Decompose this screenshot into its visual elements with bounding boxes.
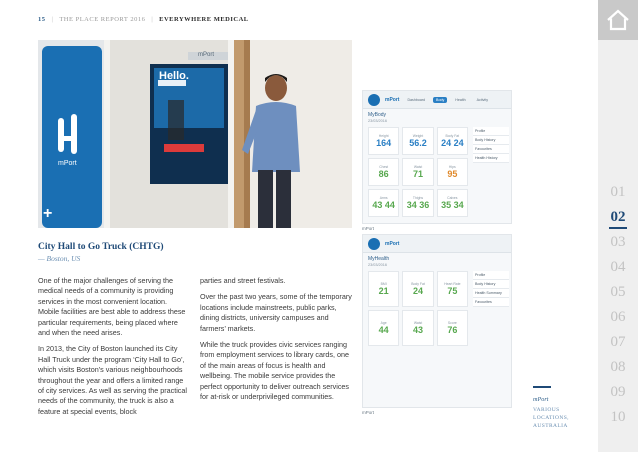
app-top-bar [363, 91, 511, 109]
metric-value: 95 [447, 169, 458, 179]
kiosk-brand-side: mPort [58, 160, 77, 167]
metric-card [437, 127, 468, 155]
metric-value: 44 [378, 325, 389, 335]
body-column-1 [38, 276, 190, 423]
body-paragraph: In 2013, the City of Boston launched its City Hall Truck under the program ‘City Hall to Go’, which visits Boston’s various neighbourhoods throughout the year and offers a limited range of city services. As well as serving the practical needs of the community, the truck is also a feature at special events, block [38, 344, 187, 416]
metric-card [437, 310, 468, 346]
header-divider: | [51, 15, 54, 23]
chapter-list [598, 180, 638, 430]
mport-screen-myhealth [362, 234, 512, 408]
metric-value: 24 24 [441, 138, 464, 148]
side-list-item[interactable]: Body History [473, 136, 509, 145]
app-date: 23/03/2016 [368, 119, 388, 123]
side-list-item[interactable]: Health Summary [473, 289, 509, 298]
app-name: mPort [385, 240, 400, 247]
metric-card [402, 189, 433, 217]
app-logo [368, 238, 380, 250]
kiosk-brand-top: mPort [198, 52, 215, 58]
metric-card [402, 271, 433, 307]
metric-label: Age [380, 321, 387, 325]
body-paragraph: While the truck provides civic services ranging from employment services to library cards, one of the main areas of focus is health and wellbeing. The mobile service provides the perfect opportunity to deliver outreach services for at-risk or underprivileged communities. [200, 340, 350, 402]
chapter-link-06[interactable]: 06 [610, 309, 626, 325]
side-list [473, 271, 509, 307]
metric-label: BMI [380, 282, 387, 286]
metric-label: Waist [413, 321, 423, 325]
side-list-item[interactable]: Profile [473, 127, 509, 136]
metric-value: 43 44 [372, 200, 395, 210]
screen-label: mPort [362, 226, 375, 231]
side-list-item[interactable]: Favourites [473, 298, 509, 307]
home-icon [606, 9, 630, 31]
metric-label: Thighs [412, 196, 424, 200]
app-logo [368, 94, 380, 106]
body-paragraph: Over the past two years, some of the temporary locations include mainstreets, public parks, dining districts, university campuses and farmers’ markets. [200, 292, 352, 333]
chapter-nav [598, 0, 638, 452]
kiosk-photo [38, 40, 352, 228]
screen-label: mPort [362, 410, 375, 415]
metric-card [368, 310, 399, 346]
body-paragraph: One of the major challenges of serving the medical needs of a community is providing services in the most convenient location. Mobile facilities are best able to address these particular requirements, being placed where and when the need arises. [38, 276, 186, 338]
metric-label: Score [447, 321, 457, 325]
body-paragraph: parties and street festivals. [200, 276, 286, 285]
page-header [38, 13, 249, 25]
caption-rule [533, 386, 551, 388]
body-column-2 [200, 276, 352, 408]
metric-label: Body Fat [445, 134, 460, 138]
metric-card [402, 310, 433, 346]
metric-value: 86 [378, 169, 389, 179]
app-section-title: MyHealth [368, 256, 390, 262]
metric-card [402, 127, 433, 155]
metric-label: Heart Rate [444, 282, 461, 286]
app-tab[interactable]: Dashboard [407, 97, 426, 102]
app-tab[interactable]: Body [433, 97, 447, 103]
mport-caption-name: mPort [533, 396, 549, 403]
home-button[interactable] [598, 0, 638, 40]
kiosk-photo-illustration [38, 40, 352, 228]
metric-label: Weight [412, 134, 424, 138]
metric-value: 43 [412, 325, 423, 335]
metric-grid [368, 127, 468, 217]
metric-card [402, 158, 433, 186]
metric-card [368, 189, 399, 217]
metric-card [437, 271, 468, 307]
case-study-title: City Hall to Go Truck (CHTG) [38, 242, 164, 252]
chapter-link-02[interactable]: 02 [598, 205, 638, 230]
metric-label: Calves [447, 196, 458, 200]
metric-grid [368, 271, 468, 346]
app-tab[interactable]: Activity [476, 97, 489, 102]
metric-label: Arms [379, 196, 388, 200]
side-list-item[interactable]: Profile [473, 271, 509, 280]
metric-label: Height [378, 134, 389, 138]
mport-screen-mybody [362, 90, 512, 224]
metric-label: Hips [448, 165, 456, 169]
metric-value: 34 36 [406, 200, 430, 210]
metric-label: Chest [379, 165, 389, 169]
side-list [473, 127, 509, 163]
metric-value: 35 34 [441, 200, 464, 210]
metric-value: 164 [376, 138, 392, 148]
side-list-item[interactable]: Body History [473, 280, 509, 289]
side-list-item[interactable]: Health History [473, 154, 509, 163]
app-name: mPort [385, 96, 400, 103]
metric-label: Waist [413, 165, 423, 169]
metric-value: 76 [447, 325, 458, 335]
metric-card [437, 158, 468, 186]
chapter-link-09[interactable]: 09 [610, 384, 626, 400]
app-section-title: MyBody [368, 112, 387, 118]
expand-plus-icon[interactable]: + [43, 205, 53, 222]
app-tab[interactable]: Health [455, 97, 466, 102]
section-title: EVERYWHERE MEDICAL [159, 15, 249, 23]
metric-value: 56.2 [409, 138, 427, 148]
header-divider: | [151, 15, 154, 23]
metric-label: Body Fat [411, 282, 425, 286]
chapter-link-01[interactable]: 01 [610, 184, 626, 200]
app-top-bar [363, 235, 511, 253]
chapter-link-10[interactable]: 10 [610, 409, 626, 425]
side-list-item[interactable]: Favourites [473, 145, 509, 154]
metric-value: 24 [412, 286, 423, 296]
metric-card [368, 127, 399, 155]
page-number: 15 [38, 15, 46, 23]
chapter-link-08[interactable]: 08 [610, 359, 626, 375]
metric-card [437, 189, 468, 217]
metric-card [368, 158, 399, 186]
metric-value: 21 [378, 286, 389, 296]
app-date: 23/03/2016 [368, 263, 388, 267]
case-study-location: — Boston, US [38, 254, 81, 263]
mport-caption-location: VARIOUS LOCATIONS, AUSTRALIA [533, 407, 569, 429]
metric-value: 71 [412, 169, 423, 179]
chapter-link-04[interactable]: 04 [610, 259, 626, 275]
chapter-link-03[interactable]: 03 [610, 234, 626, 250]
chapter-link-07[interactable]: 07 [610, 334, 626, 350]
metric-value: 75 [447, 286, 458, 296]
metric-card [368, 271, 399, 307]
chapter-link-05[interactable]: 05 [610, 284, 626, 300]
kiosk-greeting: Hello. [159, 70, 189, 82]
report-title: THE PLACE REPORT 2016 [59, 15, 146, 23]
